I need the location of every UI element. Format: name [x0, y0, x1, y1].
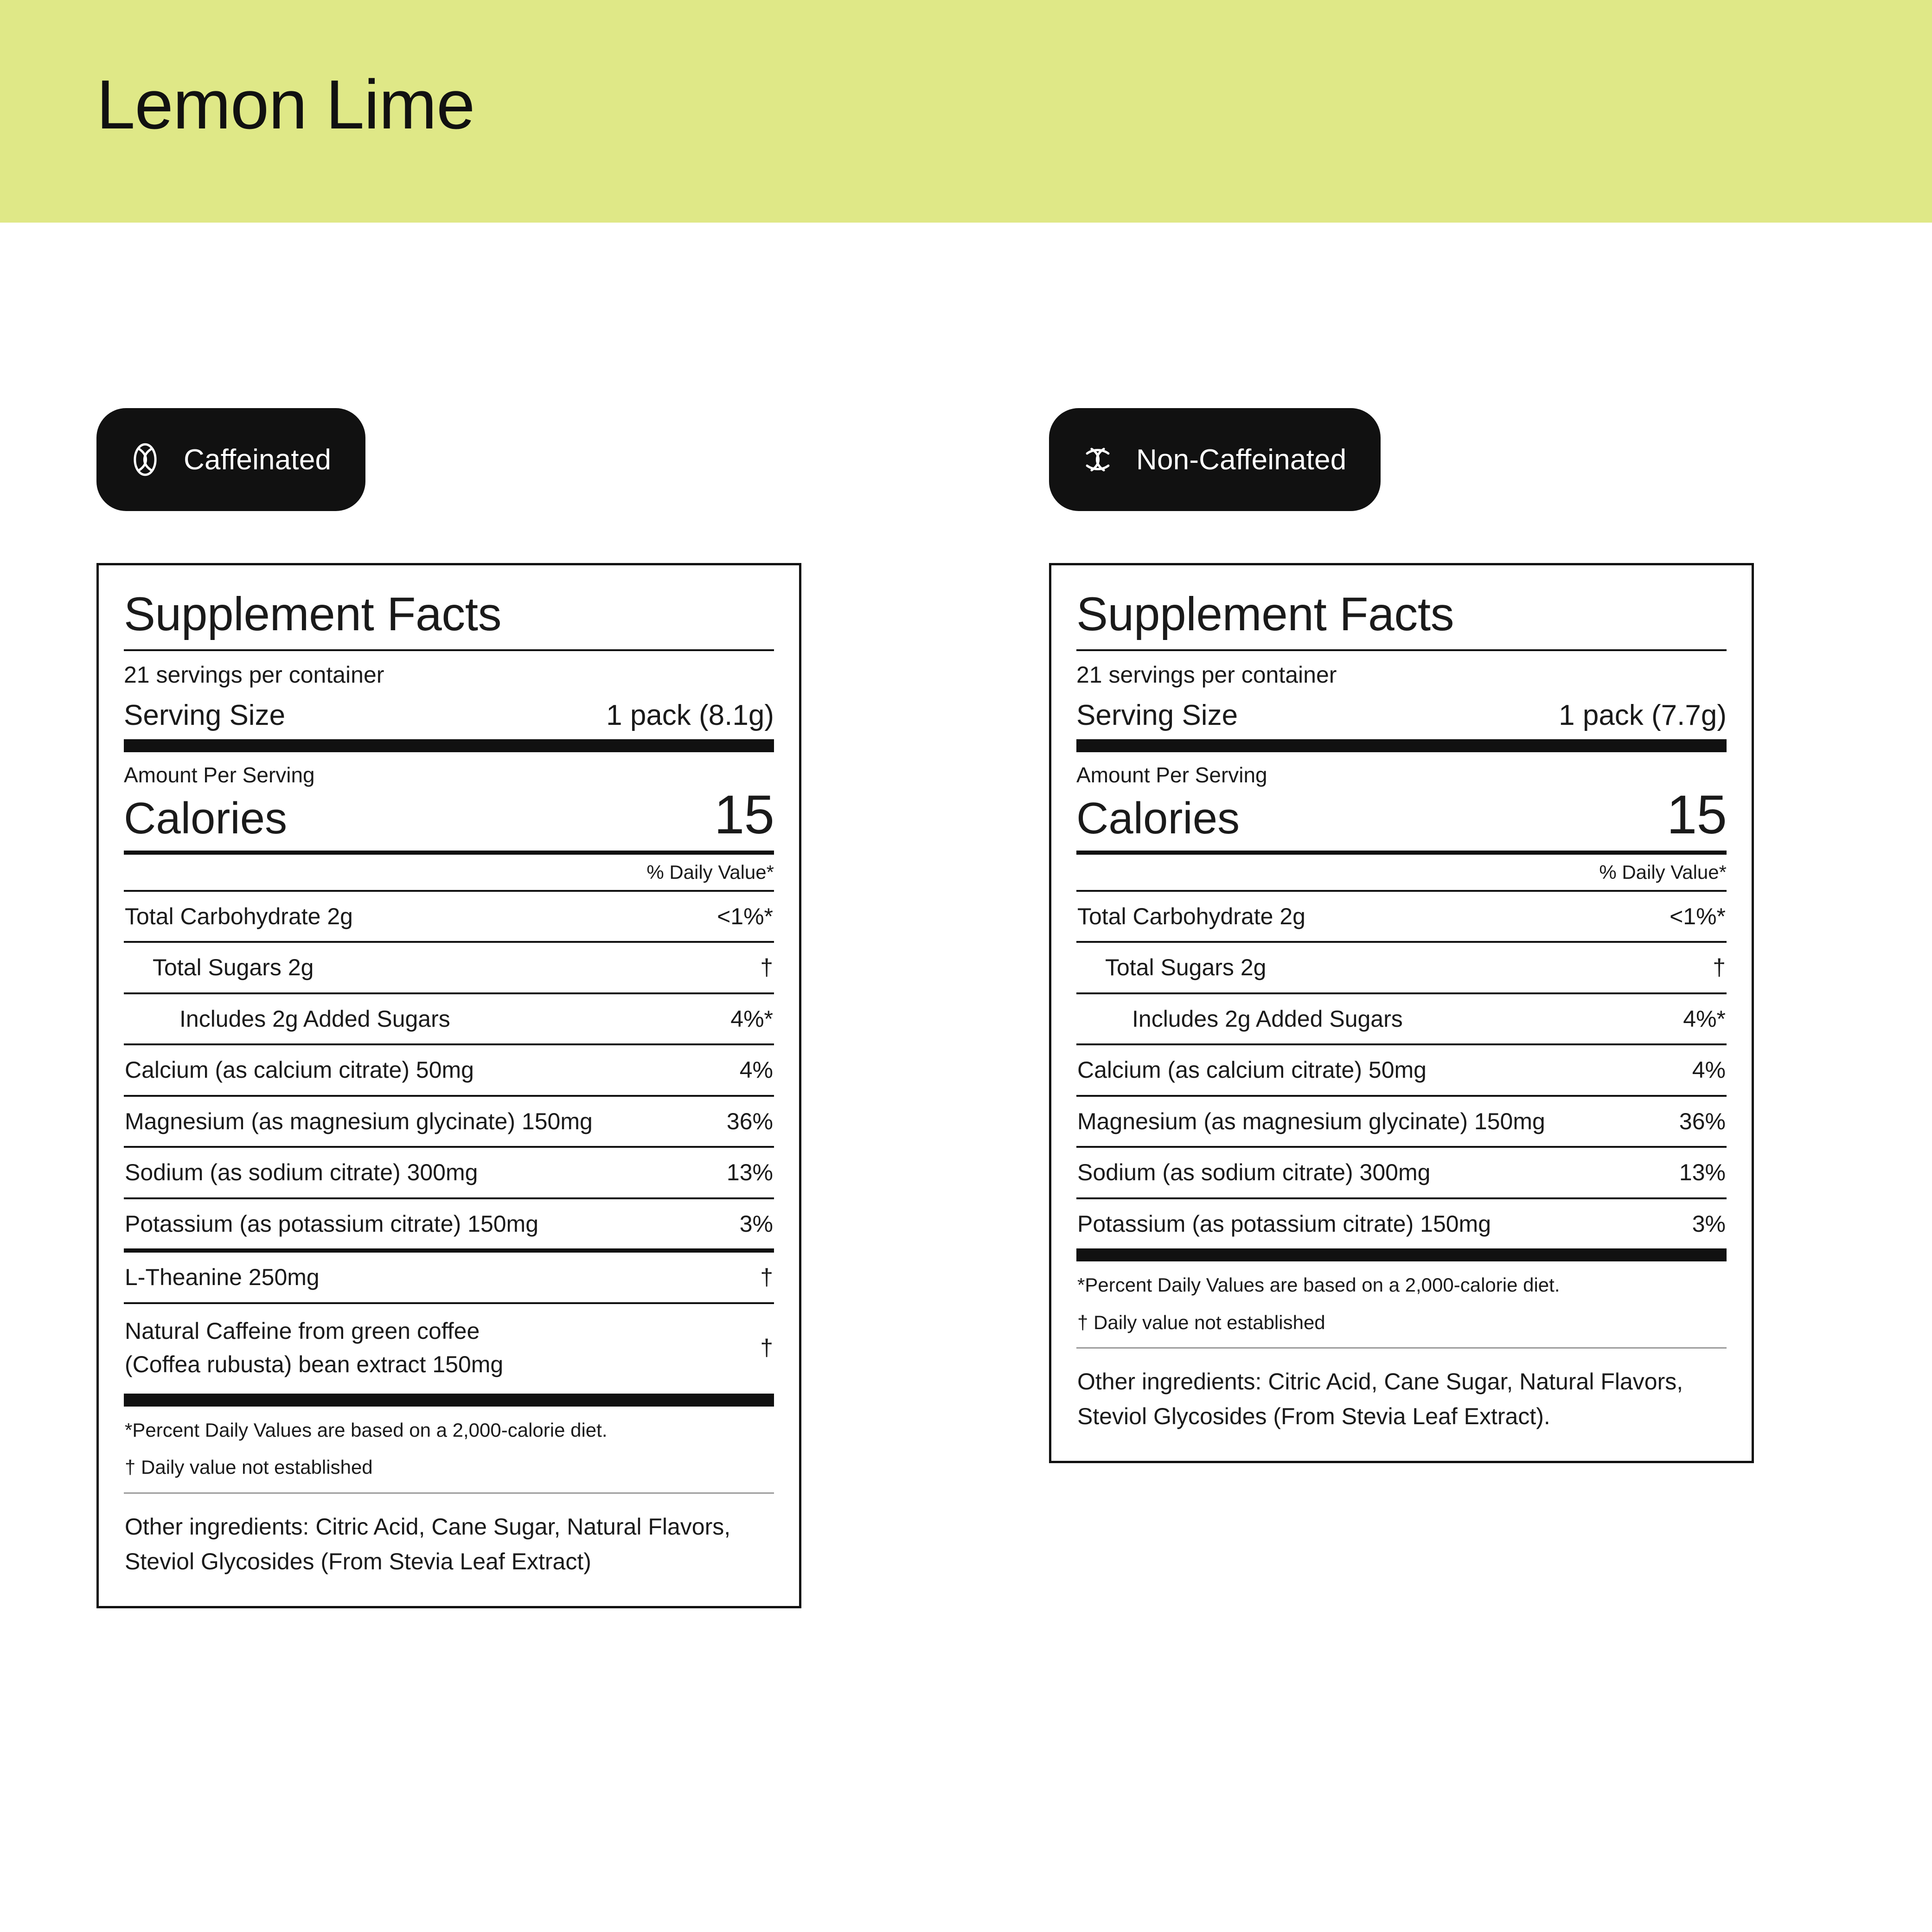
nutrient-name: Sodium (as sodium citrate) 300mg — [125, 1159, 478, 1186]
nutrient-value: <1%* — [1670, 903, 1726, 929]
footnote-daily-value-not-established: † Daily value not established — [125, 1456, 373, 1478]
table-row — [124, 892, 774, 941]
calories-row — [1076, 784, 1727, 851]
supplement-facts-panel — [1049, 563, 1754, 1463]
nutrient-name: Total Carbohydrate 2g — [125, 903, 353, 929]
nutrient-name: Potassium (as potassium citrate) 150mg — [1077, 1210, 1491, 1237]
serving-size-label: Serving Size — [124, 699, 286, 731]
table-row — [1076, 943, 1727, 992]
nutrient-name-line2: (Coffea rubusta) bean extract 150mg — [125, 1351, 504, 1378]
servings-per-container: 21 servings per container — [1076, 662, 1337, 688]
amount-per-serving-label: Amount Per Serving — [124, 762, 315, 787]
serving-size-row — [124, 694, 774, 739]
panel-caffeinated — [96, 408, 801, 1608]
table-row — [124, 1304, 774, 1394]
nutrient-name: Total Sugars 2g — [153, 954, 314, 981]
nutrient-value: 36% — [1679, 1108, 1726, 1134]
panel-non-caffeinated — [1049, 408, 1754, 1463]
footnote-percent-daily-value: *Percent Daily Values are based on a 2,000-calorie diet. — [1077, 1274, 1560, 1296]
other-ingredients: Other ingredients: Citric Acid, Cane Sugar, Natural Flavors, Steviol Glycosides (From Stevia Leaf Extract). — [1077, 1369, 1683, 1430]
coffee-bean-icon — [126, 441, 164, 479]
coffee-bean-crossed-icon — [1079, 441, 1117, 479]
divider-thick — [124, 739, 774, 752]
badge-caffeinated — [96, 408, 365, 511]
nutrient-name: Calcium (as calcium citrate) 50mg — [1077, 1057, 1427, 1083]
table-row — [1076, 1045, 1727, 1095]
nutrient-name-line1: Natural Caffeine from green coffee — [125, 1318, 480, 1344]
nutrient-name: L-Theanine 250mg — [125, 1264, 320, 1291]
amount-per-serving-label: Amount Per Serving — [1076, 762, 1267, 787]
divider-medium — [124, 1248, 774, 1253]
divider-medium — [1076, 851, 1727, 855]
table-row — [124, 1199, 774, 1249]
badge-non-caffeinated — [1049, 408, 1381, 511]
serving-size-value: 1 pack (7.7g) — [1559, 699, 1727, 731]
nutrient-name: Includes 2g Added Sugars — [1132, 1005, 1403, 1032]
nutrient-value: 13% — [1679, 1159, 1726, 1186]
panel-title: Supplement Facts — [1076, 588, 1454, 640]
table-row — [124, 1045, 774, 1095]
daily-value-header: % Daily Value* — [1599, 861, 1727, 883]
calories-value: 15 — [714, 784, 774, 845]
table-row — [124, 994, 774, 1044]
nutrient-value: 4% — [1692, 1057, 1726, 1083]
nutrient-name: Total Sugars 2g — [1105, 954, 1267, 981]
nutrient-value: <1%* — [717, 903, 773, 929]
nutrient-name: Includes 2g Added Sugars — [179, 1005, 450, 1032]
badge-label: Caffeinated — [184, 443, 332, 476]
nutrient-value: 3% — [1692, 1210, 1726, 1237]
table-row — [1076, 994, 1727, 1044]
nutrient-value: 3% — [739, 1210, 773, 1237]
badge-label: Non-Caffeinated — [1136, 443, 1347, 476]
divider — [124, 649, 774, 651]
supplement-facts-panel — [96, 563, 801, 1608]
nutrient-value: 36% — [726, 1108, 773, 1134]
calories-label: Calories — [1076, 793, 1240, 843]
footnote-percent-daily-value: *Percent Daily Values are based on a 2,000-calorie diet. — [125, 1419, 608, 1441]
table-row — [124, 1148, 774, 1197]
divider-medium — [124, 851, 774, 855]
table-row — [124, 1253, 774, 1302]
nutrient-name: Total Carbohydrate 2g — [1077, 903, 1305, 929]
servings-per-container: 21 servings per container — [124, 662, 384, 688]
nutrient-value: † — [760, 954, 773, 981]
divider — [1076, 649, 1727, 651]
divider-thick — [1076, 739, 1727, 752]
nutrient-name: Potassium (as potassium citrate) 150mg — [125, 1210, 539, 1237]
table-row — [124, 943, 774, 992]
serving-size-label: Serving Size — [1076, 699, 1238, 731]
panel-title: Supplement Facts — [124, 588, 502, 640]
serving-size-row — [1076, 694, 1727, 739]
calories-label: Calories — [124, 793, 288, 843]
nutrient-name: Magnesium (as magnesium glycinate) 150mg — [125, 1108, 593, 1134]
other-ingredients: Other ingredients: Citric Acid, Cane Sugar, Natural Flavors, Steviol Glycosides (From Stevia Leaf Extract) — [125, 1513, 731, 1574]
footnote-daily-value-not-established: † Daily value not established — [1077, 1311, 1325, 1333]
divider-thick — [1076, 1248, 1727, 1261]
table-row — [1076, 1148, 1727, 1197]
nutrient-name: Calcium (as calcium citrate) 50mg — [125, 1057, 474, 1083]
divider-thick — [124, 1394, 774, 1407]
daily-value-header: % Daily Value* — [646, 861, 774, 883]
calories-value: 15 — [1666, 784, 1727, 845]
page-title: Lemon Lime — [96, 65, 475, 143]
nutrient-value: † — [760, 1334, 773, 1361]
nutrient-value: 4%* — [1683, 1005, 1726, 1032]
nutrient-value: 4%* — [730, 1005, 773, 1032]
table-row — [124, 1097, 774, 1146]
nutrient-name — [125, 1314, 503, 1382]
nutrient-name: Sodium (as sodium citrate) 300mg — [1077, 1159, 1431, 1186]
nutrient-value: 4% — [739, 1057, 773, 1083]
table-row — [1076, 892, 1727, 941]
table-row — [1076, 1199, 1727, 1249]
nutrient-name: Magnesium (as magnesium glycinate) 150mg — [1077, 1108, 1545, 1134]
table-row — [1076, 1097, 1727, 1146]
serving-size-value: 1 pack (8.1g) — [606, 699, 774, 731]
header-banner — [0, 0, 1932, 223]
nutrient-value: † — [1713, 954, 1726, 981]
nutrient-value: 13% — [726, 1159, 773, 1186]
calories-row — [124, 784, 774, 851]
nutrient-value: † — [760, 1264, 773, 1291]
